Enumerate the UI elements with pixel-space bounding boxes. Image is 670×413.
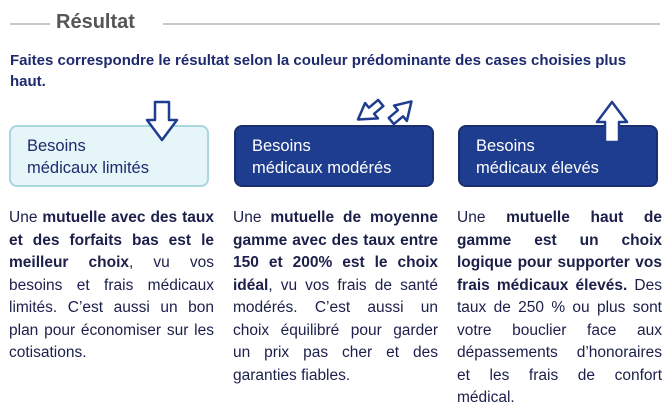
down-arrow-icon (144, 100, 180, 144)
section-header (0, 6, 670, 36)
diagonal-arrows-icon (348, 98, 424, 142)
column-text-limites (9, 207, 214, 365)
intro-text: Faites correspondre le résultat selon la couleur prédominante des cases choisies plus haut. (10, 52, 627, 90)
text-end: , vu vos frais de santé modérés. C’est aussi un choix équilibré pour garder un prix pas cher et des garanties fiables. (233, 276, 438, 384)
column-text-eleves (457, 207, 662, 410)
text-end: Des taux de 250 % ou plus sont votre bouclier face aux dépassements d’honoraires et les frais de confort médical. (457, 276, 663, 406)
text-start: Une (9, 209, 43, 226)
text-start: Une (457, 209, 507, 226)
text-bold: mutuelle de moyenne gamme avec des taux entre 150 et 200% est le choix idéal (233, 209, 439, 294)
box-line1: Besoins (252, 137, 311, 155)
header-rule-right (163, 23, 660, 25)
box-line2: médicaux élevés (476, 159, 599, 177)
box-line2: médicaux modérés (252, 159, 392, 177)
box-line2: médicaux limités (27, 159, 149, 177)
box-line1: Besoins (476, 137, 535, 155)
section-title: Résultat (56, 11, 135, 33)
box-line1: Besoins (27, 137, 86, 155)
text-start: Une (233, 209, 271, 226)
text-end: , vu vos besoins et frais médicaux limités. C’est aussi un bon plan pour économiser sur les cotisations. (9, 254, 214, 361)
column-text-moderes (233, 207, 438, 387)
text-bold: mutuelle avec des taux et des forfaits bas est le meilleur choix (9, 209, 214, 271)
text-bold: mutuelle haut de gamme est un choix logique pour supporter vos frais médicaux élevés. (457, 209, 662, 294)
up-arrow-icon (594, 100, 630, 144)
header-rule-left (10, 23, 50, 25)
